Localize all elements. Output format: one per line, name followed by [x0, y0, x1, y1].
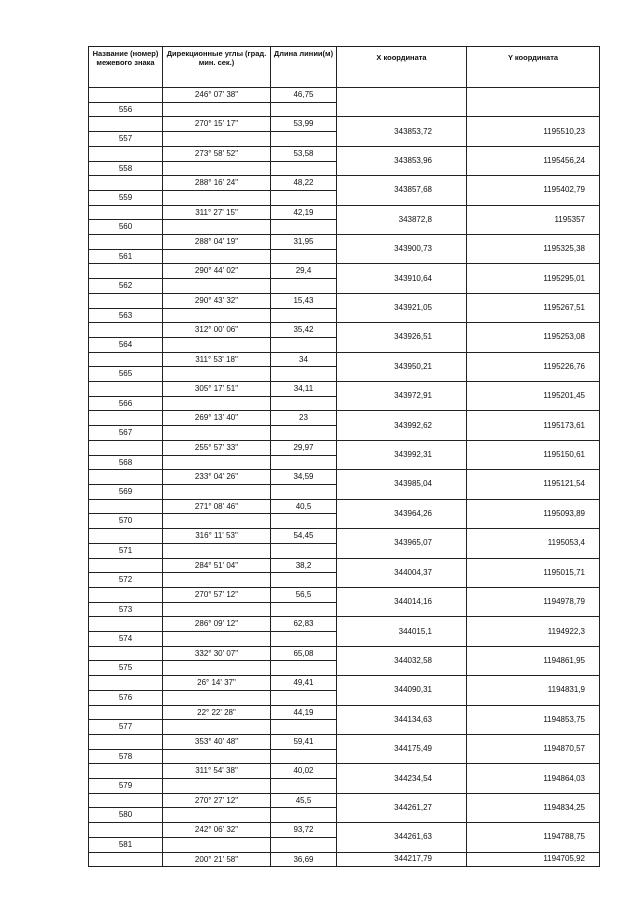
point-name-cell: 565 [89, 367, 163, 382]
length-cell: 40,02 [271, 764, 337, 779]
point-name-cell: 576 [89, 690, 163, 705]
table-row [89, 705, 600, 720]
header-x: X координата [337, 47, 467, 88]
table-row [89, 529, 600, 544]
y-coordinate-cell: 1194861,95 [467, 646, 600, 675]
length-cell: 59,41 [271, 734, 337, 749]
length-cell: 31,95 [271, 235, 337, 250]
point-name-cell: 566 [89, 396, 163, 411]
length-cell: 23 [271, 411, 337, 426]
length-cell [271, 249, 337, 264]
point-name-cell: 556 [89, 102, 163, 117]
angle-cell: 290° 44' 02" [163, 264, 271, 279]
length-cell: 93,72 [271, 823, 337, 838]
point-name-cell: 579 [89, 779, 163, 794]
y-coordinate-cell: 1194705,92 [467, 852, 600, 867]
length-cell: 49,41 [271, 676, 337, 691]
length-cell: 48,22 [271, 176, 337, 191]
angle-cell: 270° 15' 17" [163, 117, 271, 132]
y-coordinate-cell: 1194864,03 [467, 764, 600, 793]
point-name-cell [89, 558, 163, 573]
length-cell [271, 514, 337, 529]
point-name-cell [89, 146, 163, 161]
length-cell [271, 602, 337, 617]
point-name-cell: 572 [89, 573, 163, 588]
point-name-cell [89, 117, 163, 132]
point-name-cell: 560 [89, 220, 163, 235]
angle-cell [163, 661, 271, 676]
point-name-cell [89, 676, 163, 691]
angle-cell: 284° 51' 04" [163, 558, 271, 573]
angle-cell [163, 396, 271, 411]
point-name-cell [89, 793, 163, 808]
point-name-cell: 561 [89, 249, 163, 264]
point-name-cell: 571 [89, 543, 163, 558]
table-row [89, 88, 600, 103]
point-name-cell: 568 [89, 455, 163, 470]
point-name-cell: 570 [89, 514, 163, 529]
angle-cell [163, 837, 271, 852]
x-coordinate-cell: 344261,27 [337, 793, 467, 822]
y-coordinate-cell: 1195093,89 [467, 499, 600, 528]
point-name-cell: 577 [89, 720, 163, 735]
table-row [89, 617, 600, 632]
angle-cell: 270° 57' 12" [163, 587, 271, 602]
angle-cell [163, 690, 271, 705]
length-cell [271, 455, 337, 470]
angle-cell: 270° 27' 12" [163, 793, 271, 808]
angle-cell [163, 132, 271, 147]
y-coordinate-cell: 1195357 [467, 205, 600, 234]
x-coordinate-cell: 343965,07 [337, 529, 467, 558]
coordinates-table [88, 46, 600, 867]
x-coordinate-cell: 343972,91 [337, 382, 467, 411]
table-row [89, 587, 600, 602]
x-coordinate-cell: 344234,54 [337, 764, 467, 793]
length-cell: 38,2 [271, 558, 337, 573]
angle-cell: 26° 14' 37" [163, 676, 271, 691]
header-angle: Дирекционные углы (град. мин. сек.) [163, 47, 271, 88]
table-row [89, 676, 600, 691]
point-name-cell [89, 382, 163, 397]
length-cell: 15,43 [271, 293, 337, 308]
point-name-cell [89, 823, 163, 838]
point-name-cell: 557 [89, 132, 163, 147]
point-name-cell: 562 [89, 279, 163, 294]
length-cell: 54,45 [271, 529, 337, 544]
angle-cell [163, 602, 271, 617]
length-cell: 62,83 [271, 617, 337, 632]
angle-cell [163, 455, 271, 470]
table-row [89, 411, 600, 426]
length-cell [271, 837, 337, 852]
x-coordinate-cell: 343921,05 [337, 293, 467, 322]
table-row [89, 470, 600, 485]
x-coordinate-cell: 343950,21 [337, 352, 467, 381]
point-name-cell [89, 499, 163, 514]
table-row [89, 382, 600, 397]
length-cell: 29,97 [271, 440, 337, 455]
table-row [89, 440, 600, 455]
angle-cell [163, 779, 271, 794]
length-cell [271, 161, 337, 176]
angle-cell [163, 749, 271, 764]
y-coordinate-cell: 1195253,08 [467, 323, 600, 352]
x-coordinate-cell: 344261,63 [337, 823, 467, 852]
x-coordinate-cell: 343872,8 [337, 205, 467, 234]
x-coordinate-cell: 343964,26 [337, 499, 467, 528]
y-coordinate-cell: 1195402,79 [467, 176, 600, 205]
length-cell: 35,42 [271, 323, 337, 338]
angle-cell [163, 573, 271, 588]
point-name-cell [89, 705, 163, 720]
point-name-cell [89, 529, 163, 544]
angle-cell: 311° 27' 15" [163, 205, 271, 220]
angle-cell: 286° 09' 12" [163, 617, 271, 632]
table-row [89, 323, 600, 338]
length-cell: 45,5 [271, 793, 337, 808]
table-row [89, 823, 600, 838]
length-cell: 53,58 [271, 146, 337, 161]
x-coordinate-cell: 343985,04 [337, 470, 467, 499]
length-cell [271, 102, 337, 117]
point-name-cell [89, 617, 163, 632]
angle-cell [163, 308, 271, 323]
length-cell [271, 396, 337, 411]
table-row [89, 852, 600, 867]
length-cell: 44,19 [271, 705, 337, 720]
table-row [89, 499, 600, 514]
point-name-cell [89, 264, 163, 279]
length-cell: 34,11 [271, 382, 337, 397]
y-coordinate-cell: 1195267,51 [467, 293, 600, 322]
y-coordinate-cell: 1195173,61 [467, 411, 600, 440]
point-name-cell: 580 [89, 808, 163, 823]
length-cell [271, 808, 337, 823]
angle-cell [163, 190, 271, 205]
y-coordinate-cell: 1195510,23 [467, 117, 600, 146]
angle-cell [163, 426, 271, 441]
angle-cell [163, 808, 271, 823]
point-name-cell [89, 587, 163, 602]
point-name-cell: 559 [89, 190, 163, 205]
angle-cell: 22° 22' 28" [163, 705, 271, 720]
table-row [89, 558, 600, 573]
angle-cell: 316° 11' 53" [163, 529, 271, 544]
angle-cell: 305° 17' 51" [163, 382, 271, 397]
length-cell: 53,99 [271, 117, 337, 132]
table-row [89, 235, 600, 250]
x-coordinate-cell: 344175,49 [337, 734, 467, 763]
length-cell [271, 367, 337, 382]
header-length: Длина линии(м) [271, 47, 337, 88]
angle-cell [163, 632, 271, 647]
y-coordinate-cell: 1194788,75 [467, 823, 600, 852]
point-name-cell [89, 293, 163, 308]
point-name-cell [89, 235, 163, 250]
x-coordinate-cell: 344134,63 [337, 705, 467, 734]
y-coordinate-cell: 1194853,75 [467, 705, 600, 734]
x-coordinate-cell [337, 88, 467, 117]
length-cell [271, 632, 337, 647]
y-coordinate-cell: 1195150,61 [467, 440, 600, 469]
length-cell: 34,59 [271, 470, 337, 485]
point-name-cell [89, 470, 163, 485]
length-cell [271, 337, 337, 352]
length-cell [271, 543, 337, 558]
y-coordinate-cell: 1195201,45 [467, 382, 600, 411]
angle-cell: 288° 04' 19" [163, 235, 271, 250]
point-name-cell: 575 [89, 661, 163, 676]
x-coordinate-cell: 343926,51 [337, 323, 467, 352]
x-coordinate-cell: 343900,73 [337, 235, 467, 264]
y-coordinate-cell [467, 88, 600, 117]
angle-cell [163, 279, 271, 294]
length-cell [271, 190, 337, 205]
table-row [89, 646, 600, 661]
y-coordinate-cell: 1194922,3 [467, 617, 600, 646]
length-cell [271, 749, 337, 764]
length-cell [271, 426, 337, 441]
point-name-cell: 581 [89, 837, 163, 852]
point-name-cell [89, 352, 163, 367]
y-coordinate-cell: 1194834,25 [467, 793, 600, 822]
table-row [89, 146, 600, 161]
point-name-cell [89, 176, 163, 191]
length-cell [271, 720, 337, 735]
angle-cell: 311° 54' 38" [163, 764, 271, 779]
y-coordinate-cell: 1195325,38 [467, 235, 600, 264]
x-coordinate-cell: 344004,37 [337, 558, 467, 587]
x-coordinate-cell: 344032,58 [337, 646, 467, 675]
y-coordinate-cell: 1195053,4 [467, 529, 600, 558]
header-name: Название (номер) межевого знака [89, 47, 163, 88]
angle-cell: 271° 08' 46" [163, 499, 271, 514]
point-name-cell [89, 764, 163, 779]
x-coordinate-cell: 344015,1 [337, 617, 467, 646]
x-coordinate-cell: 343853,96 [337, 146, 467, 175]
angle-cell: 233° 04' 26" [163, 470, 271, 485]
point-name-cell: 558 [89, 161, 163, 176]
angle-cell [163, 102, 271, 117]
x-coordinate-cell: 344090,31 [337, 676, 467, 705]
angle-cell: 269° 13' 40" [163, 411, 271, 426]
x-coordinate-cell: 344217,79 [337, 852, 467, 867]
angle-cell [163, 337, 271, 352]
table-body [89, 88, 600, 867]
angle-cell [163, 249, 271, 264]
angle-cell: 311° 53' 18" [163, 352, 271, 367]
x-coordinate-cell: 343910,64 [337, 264, 467, 293]
point-name-cell: 569 [89, 484, 163, 499]
length-cell [271, 573, 337, 588]
point-name-cell [89, 323, 163, 338]
table-row [89, 264, 600, 279]
angle-cell [163, 484, 271, 499]
length-cell: 40,5 [271, 499, 337, 514]
length-cell: 29,4 [271, 264, 337, 279]
length-cell [271, 779, 337, 794]
angle-cell [163, 543, 271, 558]
point-name-cell: 573 [89, 602, 163, 617]
angle-cell [163, 220, 271, 235]
angle-cell: 242° 06' 32" [163, 823, 271, 838]
length-cell [271, 132, 337, 147]
table-row [89, 117, 600, 132]
y-coordinate-cell: 1194978,79 [467, 587, 600, 616]
table-row [89, 176, 600, 191]
header-y: Y координата [467, 47, 600, 88]
table-row [89, 764, 600, 779]
y-coordinate-cell: 1195295,01 [467, 264, 600, 293]
angle-cell [163, 161, 271, 176]
angle-cell: 290° 43' 32" [163, 293, 271, 308]
y-coordinate-cell: 1195121,54 [467, 470, 600, 499]
angle-cell: 273° 58' 52" [163, 146, 271, 161]
x-coordinate-cell: 343992,62 [337, 411, 467, 440]
length-cell [271, 690, 337, 705]
table-header-row [89, 47, 600, 88]
point-name-cell [89, 88, 163, 103]
point-name-cell [89, 852, 163, 867]
x-coordinate-cell: 343992,31 [337, 440, 467, 469]
point-name-cell [89, 646, 163, 661]
point-name-cell: 567 [89, 426, 163, 441]
y-coordinate-cell: 1195226,76 [467, 352, 600, 381]
y-coordinate-cell: 1195456,24 [467, 146, 600, 175]
length-cell: 56,5 [271, 587, 337, 602]
point-name-cell [89, 205, 163, 220]
y-coordinate-cell: 1195015,71 [467, 558, 600, 587]
table-row [89, 205, 600, 220]
length-cell: 36,69 [271, 852, 337, 867]
angle-cell: 246° 07' 38" [163, 88, 271, 103]
angle-cell: 312° 00' 06" [163, 323, 271, 338]
length-cell: 46,75 [271, 88, 337, 103]
y-coordinate-cell: 1194831,9 [467, 676, 600, 705]
length-cell: 65,08 [271, 646, 337, 661]
length-cell [271, 220, 337, 235]
point-name-cell [89, 734, 163, 749]
angle-cell: 200° 21' 58" [163, 852, 271, 867]
angle-cell: 288° 16' 24" [163, 176, 271, 191]
point-name-cell: 578 [89, 749, 163, 764]
y-coordinate-cell: 1194870,57 [467, 734, 600, 763]
point-name-cell: 564 [89, 337, 163, 352]
angle-cell: 332° 30' 07" [163, 646, 271, 661]
point-name-cell [89, 411, 163, 426]
angle-cell [163, 514, 271, 529]
table-row [89, 793, 600, 808]
angle-cell: 255° 57' 33" [163, 440, 271, 455]
length-cell [271, 661, 337, 676]
length-cell: 34 [271, 352, 337, 367]
table-row [89, 352, 600, 367]
table-row [89, 734, 600, 749]
length-cell [271, 308, 337, 323]
length-cell [271, 279, 337, 294]
x-coordinate-cell: 343853,72 [337, 117, 467, 146]
length-cell [271, 484, 337, 499]
point-name-cell [89, 440, 163, 455]
angle-cell: 353° 40' 48" [163, 734, 271, 749]
x-coordinate-cell: 343857,68 [337, 176, 467, 205]
table-row [89, 293, 600, 308]
point-name-cell: 563 [89, 308, 163, 323]
angle-cell [163, 720, 271, 735]
length-cell: 42,19 [271, 205, 337, 220]
point-name-cell: 574 [89, 632, 163, 647]
x-coordinate-cell: 344014,16 [337, 587, 467, 616]
angle-cell [163, 367, 271, 382]
